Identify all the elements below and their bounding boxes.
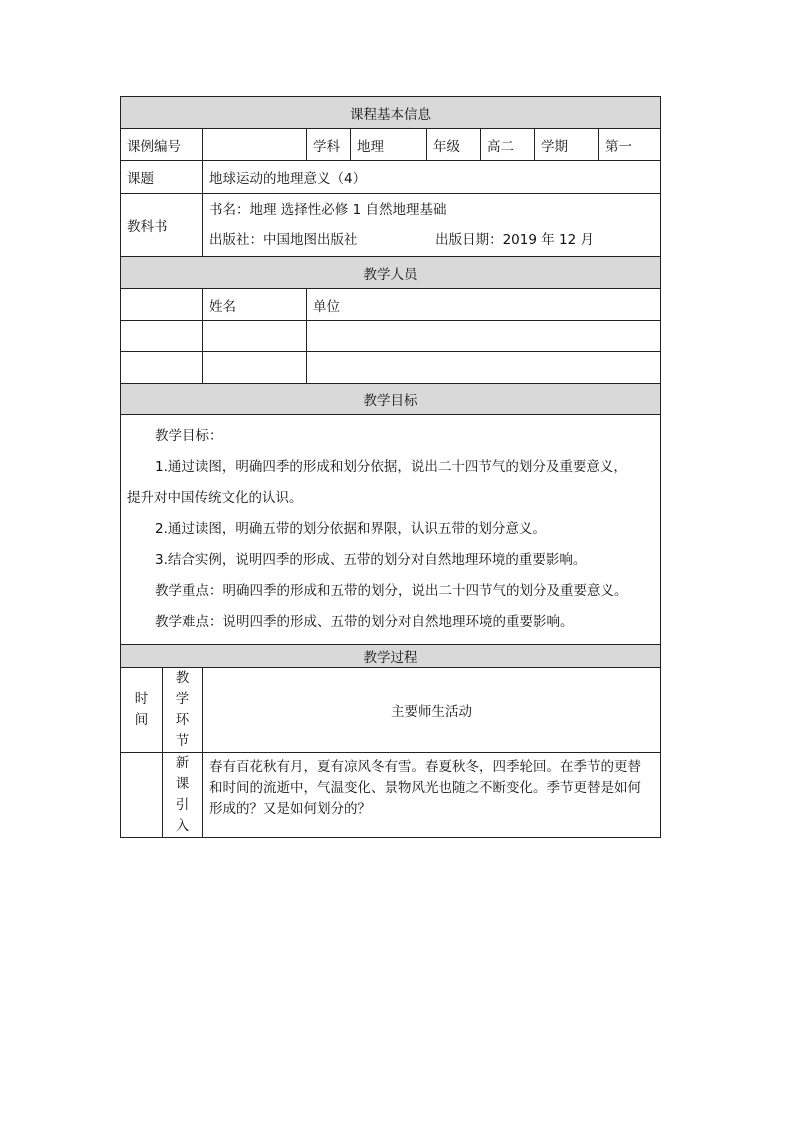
textbook-row: [121, 194, 661, 257]
grade-label: 年级: [427, 129, 481, 161]
book-name: 书名：地理 选择性必修 1 自然地理基础: [209, 202, 447, 218]
textbook-label: 教科书: [121, 194, 203, 257]
staff-name-label: 姓名: [203, 289, 307, 321]
objective-item-1-cont: 提升对中国传统文化的认识。: [127, 490, 303, 506]
intro-activity-text: 春有百花秋有月，夏有凉风冬有雪。春夏秋冬，四季轮回。在季节的更替和时间的流逝中，气温变化、景物风光也随之不断变化。季节更替是如何形成的？又是如何划分的？: [203, 753, 661, 838]
section-header-basic-info: [121, 97, 661, 129]
staff-cell: [203, 352, 307, 384]
objective-item-2: 2.通过读图，明确五带的划分依据和界限，认识五带的划分意义。: [155, 521, 546, 537]
topic-row: [121, 161, 661, 194]
objective-item-1: 1.通过读图，明确四季的形成和划分依据，说出二十四节气的划分及重要意义，: [155, 459, 627, 475]
staff-unit-label: 单位: [307, 289, 661, 321]
term-label: 学期: [535, 129, 599, 161]
stage-label: 教 学 环 节: [163, 668, 203, 753]
topic-label: 课题: [121, 161, 203, 194]
staff-cell: [121, 321, 203, 352]
section-title: 教学人员: [121, 257, 661, 289]
publisher-line: [209, 225, 594, 255]
staff-row: [121, 352, 661, 384]
difficult-points: 教学难点：说明四季的形成、五带的划分对自然地理环境的重要影响。: [155, 614, 574, 630]
subject-label: 学科: [307, 129, 351, 161]
case-no-label: 课例编号: [121, 129, 203, 161]
case-no-value: [203, 129, 307, 161]
staff-row: [121, 321, 661, 352]
publisher: 出版社：中国地图出版社: [209, 232, 358, 248]
publish-date: 出版日期：2019 年 12 月: [435, 232, 594, 248]
key-points: 教学重点：明确四季的形成和五带的划分，说出二十四节气的划分及重要意义。: [155, 583, 628, 599]
staff-cell: [307, 352, 661, 384]
section-title: 教学过程: [121, 645, 661, 668]
staff-header-row: [121, 289, 661, 321]
section-title: 教学目标: [121, 384, 661, 415]
intro-stage-label: 新 课 引 入: [163, 753, 203, 838]
objectives-heading: 教学目标：: [155, 428, 223, 444]
process-header-row: [121, 668, 661, 753]
textbook-info: [203, 194, 661, 257]
staff-cell: [203, 321, 307, 352]
term-value: 第一: [599, 129, 661, 161]
objective-item-3: 3.结合实例，说明四季的形成、五带的划分对自然地理环境的重要影响。: [155, 552, 587, 568]
basic-info-row: [121, 129, 661, 161]
time-label: 时 间: [121, 668, 163, 753]
staff-cell: [307, 321, 661, 352]
objectives-content: [121, 415, 661, 645]
section-header-staff: [121, 257, 661, 289]
lesson-plan-table: [120, 96, 661, 838]
grade-value: 高二: [481, 129, 535, 161]
topic-value: 地球运动的地理意义（4）: [203, 161, 661, 194]
section-header-process: [121, 645, 661, 668]
section-title: 课程基本信息: [121, 97, 661, 129]
section-header-objectives: [121, 384, 661, 415]
activity-label: 主要师生活动: [203, 668, 661, 753]
objectives-row: [121, 415, 661, 645]
staff-blank-cell: [121, 289, 203, 321]
staff-cell: [121, 352, 203, 384]
subject-value: 地理: [351, 129, 427, 161]
time-cell: [121, 753, 163, 838]
process-row-intro: [121, 753, 661, 838]
